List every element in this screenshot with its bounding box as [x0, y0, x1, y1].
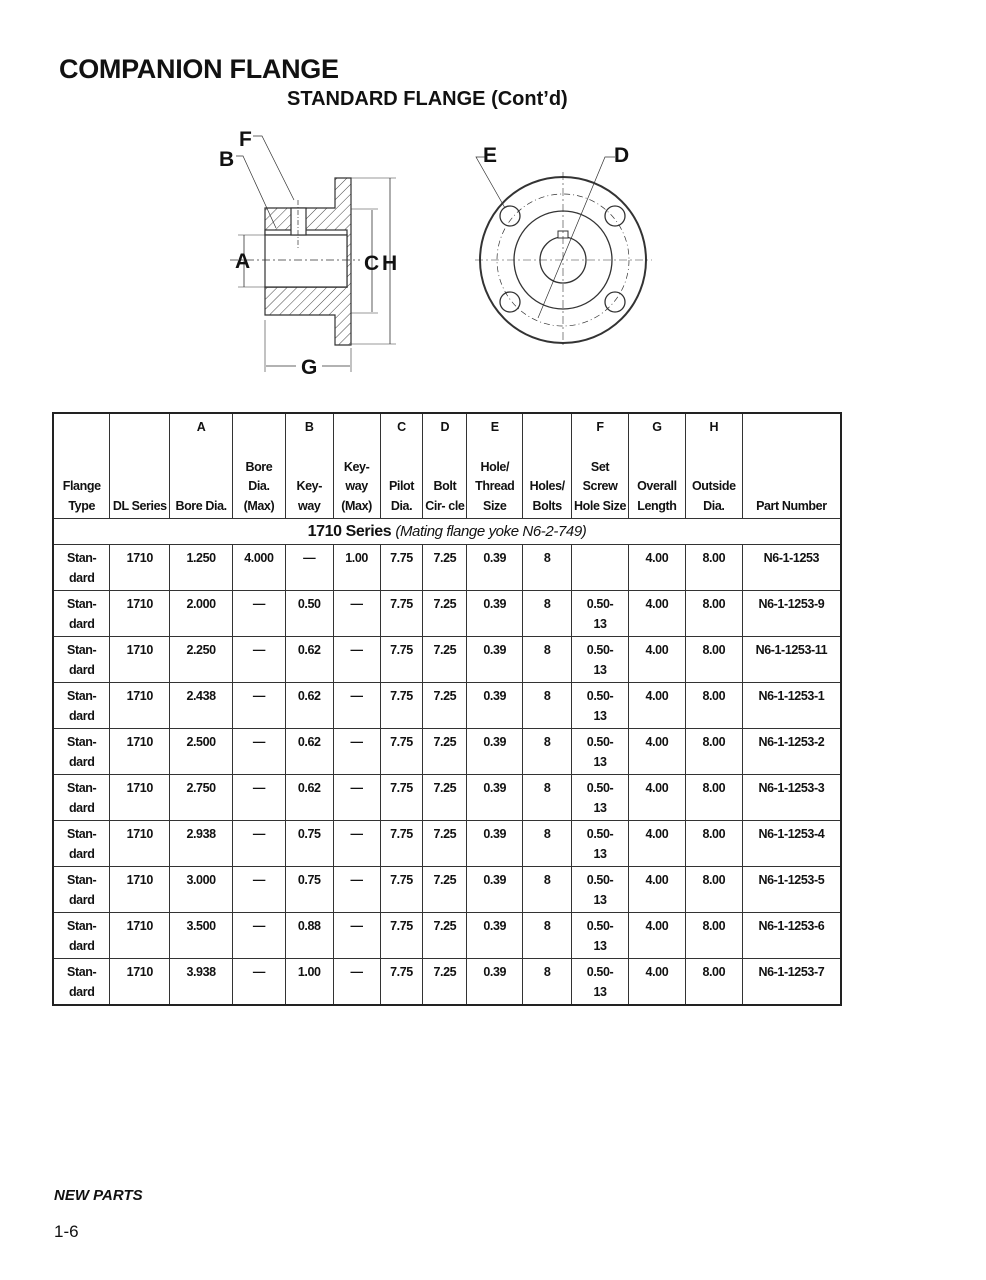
table-cell: 2.938	[170, 821, 233, 867]
table-cell: 8.00	[685, 959, 742, 1006]
table-cell: 7.25	[423, 913, 467, 959]
table-cell: 0.50- 13	[572, 729, 629, 775]
table-cell: —	[333, 913, 380, 959]
column-dimension-letter: A	[196, 420, 206, 434]
table-cell: 7.75	[380, 775, 423, 821]
table-cell: 7.25	[423, 637, 467, 683]
table-cell: 8	[523, 913, 572, 959]
table-cell: N6-1-1253-1	[742, 683, 841, 729]
label-f: F	[239, 128, 252, 151]
table-cell: 4.00	[628, 867, 685, 913]
table-cell: —	[333, 775, 380, 821]
table-cell: 8.00	[685, 637, 742, 683]
table-cell: 0.50- 13	[572, 637, 629, 683]
table-cell: 1710	[110, 637, 170, 683]
table-cell: 7.75	[380, 821, 423, 867]
table-cell: 1710	[110, 913, 170, 959]
table-cell: 3.500	[170, 913, 233, 959]
table-cell: 8	[523, 637, 572, 683]
table-cell: Stan- dard	[53, 729, 110, 775]
table-cell: —	[333, 729, 380, 775]
table-cell: 8	[523, 591, 572, 637]
front-view	[475, 157, 652, 348]
column-dimension-letter: B	[304, 420, 314, 434]
column-label: Hole/ Thread Size	[475, 459, 515, 513]
column-dimension-letter	[234, 418, 284, 438]
table-cell: —	[232, 775, 285, 821]
column-label: Overall Length	[637, 479, 677, 513]
table-cell: 8.00	[685, 545, 742, 591]
table-cell: 7.25	[423, 545, 467, 591]
table-cell: 8	[523, 545, 572, 591]
column-dimension-letter: H	[709, 420, 719, 434]
footer-label: NEW PARTS	[54, 1187, 143, 1204]
table-cell: —	[333, 821, 380, 867]
column-dimension-letter: G	[652, 420, 662, 434]
column-label: Bore Dia.	[175, 498, 227, 513]
table-cell: N6-1-1253-7	[742, 959, 841, 1006]
table-cell: —	[333, 591, 380, 637]
table-cell: —	[333, 637, 380, 683]
table-cell: 7.75	[380, 545, 423, 591]
table-cell: N6-1-1253-6	[742, 913, 841, 959]
table-cell: —	[232, 637, 285, 683]
table-cell: 0.50- 13	[572, 775, 629, 821]
table-cell: 7.75	[380, 637, 423, 683]
table-cell: N6-1-1253-11	[742, 637, 841, 683]
table-cell: 1710	[110, 867, 170, 913]
column-dimension-letter	[335, 418, 379, 438]
table-cell: 4.00	[628, 683, 685, 729]
table-cell: 7.75	[380, 591, 423, 637]
table-cell: N6-1-1253-2	[742, 729, 841, 775]
column-dimension-letter	[524, 418, 570, 438]
table-cell: 2.500	[170, 729, 233, 775]
table-cell: 1.00	[285, 959, 333, 1006]
table-cell: 0.50- 13	[572, 821, 629, 867]
table-cell: 8	[523, 683, 572, 729]
table-cell: Stan- dard	[53, 545, 110, 591]
column-header	[110, 413, 170, 519]
table-cell: N6-1-1253-4	[742, 821, 841, 867]
table-cell: 0.75	[285, 821, 333, 867]
table-row	[53, 775, 841, 821]
table-cell: 1710	[110, 591, 170, 637]
table-cell: 7.25	[423, 867, 467, 913]
table-cell: —	[232, 729, 285, 775]
table-row	[53, 867, 841, 913]
table-cell: 8.00	[685, 913, 742, 959]
column-label: Outside Dia.	[691, 479, 736, 513]
table-row	[53, 959, 841, 1006]
table-cell: 0.50- 13	[572, 867, 629, 913]
table-cell: 0.39	[467, 683, 523, 729]
table-cell: —	[232, 821, 285, 867]
table-cell: 0.62	[285, 775, 333, 821]
table-cell: 2.250	[170, 637, 233, 683]
table-cell: Stan- dard	[53, 683, 110, 729]
table-cell: —	[232, 683, 285, 729]
table-cell: Stan- dard	[53, 913, 110, 959]
series-note: (Mating flange yoke N6-2-749)	[395, 523, 587, 540]
table-cell: 8	[523, 775, 572, 821]
column-header	[467, 413, 523, 519]
table-cell: 1710	[110, 775, 170, 821]
table-cell: 1710	[110, 959, 170, 1006]
table-cell: 1710	[110, 545, 170, 591]
table-cell: 0.62	[285, 637, 333, 683]
table-row	[53, 729, 841, 775]
table-cell: 8.00	[685, 821, 742, 867]
column-header	[523, 413, 572, 519]
column-dimension-letter: F	[596, 420, 604, 434]
column-dimension-letter: C	[397, 420, 406, 434]
column-header	[572, 413, 629, 519]
table-cell: Stan- dard	[53, 637, 110, 683]
column-header	[285, 413, 333, 519]
table-cell: 0.39	[467, 775, 523, 821]
column-header	[170, 413, 233, 519]
table-cell: 8.00	[685, 867, 742, 913]
column-header	[380, 413, 423, 519]
column-label: Bolt Cir- cle	[425, 479, 465, 513]
table-cell: 7.75	[380, 683, 423, 729]
label-b: B	[219, 148, 235, 171]
column-label: Set Screw Hole Size	[574, 459, 627, 513]
table-row	[53, 545, 841, 591]
table-cell: 8.00	[685, 775, 742, 821]
label-e: E	[483, 144, 498, 167]
column-label: Bore Dia. (Max)	[243, 459, 275, 513]
series-title: 1710 Series	[307, 523, 392, 540]
table-cell: —	[232, 591, 285, 637]
table-cell: 4.00	[628, 821, 685, 867]
table-cell: —	[232, 959, 285, 1006]
table-cell: —	[333, 867, 380, 913]
table-cell: 3.938	[170, 959, 233, 1006]
table-cell: 0.88	[285, 913, 333, 959]
table-cell: 0.39	[467, 821, 523, 867]
table-cell: 7.75	[380, 913, 423, 959]
column-dimension-letter	[744, 418, 839, 438]
table-cell: N6-1-1253-3	[742, 775, 841, 821]
table-cell: 4.00	[628, 775, 685, 821]
table-cell: —	[232, 913, 285, 959]
table-cell: 2.750	[170, 775, 233, 821]
table-cell: 0.39	[467, 913, 523, 959]
table-cell: 2.000	[170, 591, 233, 637]
table-row	[53, 683, 841, 729]
table-cell: 8	[523, 729, 572, 775]
table-cell: —	[285, 545, 333, 591]
column-label: Key- way	[296, 479, 322, 513]
column-label: Key- way (Max)	[341, 459, 372, 513]
column-dimension-letter: D	[440, 420, 450, 434]
table-cell: 0.50	[285, 591, 333, 637]
table-row	[53, 591, 841, 637]
table-cell: 0.50- 13	[572, 683, 629, 729]
label-a: A	[235, 250, 251, 273]
flange-diagram	[0, 0, 986, 400]
table-cell: Stan- dard	[53, 959, 110, 1006]
page-subtitle: STANDARD FLANGE (Cont’d)	[287, 88, 568, 110]
table-cell: 8	[523, 821, 572, 867]
table-cell: 4.00	[628, 637, 685, 683]
table-cell: 0.39	[467, 729, 523, 775]
column-label: Part Number	[756, 498, 827, 513]
series-heading	[53, 519, 841, 545]
table-cell: 4.00	[628, 913, 685, 959]
table-row	[53, 637, 841, 683]
table-cell: Stan- dard	[53, 775, 110, 821]
table-cell: 0.39	[467, 867, 523, 913]
column-header	[53, 413, 110, 519]
table-cell: 8	[523, 867, 572, 913]
label-d: D	[614, 144, 630, 167]
column-label: Holes/ Bolts	[529, 479, 565, 513]
table-cell: 0.39	[467, 545, 523, 591]
table-cell: 7.25	[423, 959, 467, 1006]
column-header	[628, 413, 685, 519]
table-cell: Stan- dard	[53, 821, 110, 867]
column-header	[333, 413, 380, 519]
table-cell: 0.39	[467, 637, 523, 683]
table-cell: 4.00	[628, 591, 685, 637]
header-row	[53, 413, 841, 519]
table-cell: 7.25	[423, 591, 467, 637]
table-cell: 8.00	[685, 591, 742, 637]
table-cell: 8.00	[685, 729, 742, 775]
column-label: Flange Type	[62, 479, 101, 513]
table-cell: —	[333, 683, 380, 729]
table-cell: 7.25	[423, 729, 467, 775]
column-dimension-letter	[55, 418, 108, 438]
column-header	[742, 413, 841, 519]
table-cell: 1.250	[170, 545, 233, 591]
table-cell: 2.438	[170, 683, 233, 729]
table-cell: —	[232, 867, 285, 913]
column-dimension-letter: E	[490, 420, 499, 434]
column-dimension-letter	[111, 418, 168, 438]
table-cell: 7.75	[380, 959, 423, 1006]
table-cell: 1710	[110, 821, 170, 867]
table-cell: 3.000	[170, 867, 233, 913]
table-cell: 4.000	[232, 545, 285, 591]
flange-spec-table	[52, 412, 842, 1006]
label-g: G	[301, 356, 318, 379]
page-title: COMPANION FLANGE	[59, 54, 339, 84]
table-cell: 0.62	[285, 729, 333, 775]
table-cell: 0.50- 13	[572, 591, 629, 637]
table-cell: Stan- dard	[53, 867, 110, 913]
column-header	[685, 413, 742, 519]
table-cell: 0.75	[285, 867, 333, 913]
table-cell: —	[333, 959, 380, 1006]
table-cell: 0.62	[285, 683, 333, 729]
table-cell: 0.39	[467, 591, 523, 637]
table-cell: 1710	[110, 683, 170, 729]
table-cell: 7.25	[423, 683, 467, 729]
table-cell: 1.00	[333, 545, 380, 591]
label-h: H	[382, 252, 398, 275]
table-row	[53, 821, 841, 867]
table-cell: 0.50- 13	[572, 959, 629, 1006]
table-cell: 1710	[110, 729, 170, 775]
series-row	[53, 519, 841, 545]
table-cell: N6-1-1253-5	[742, 867, 841, 913]
table-cell: 7.25	[423, 821, 467, 867]
column-label: Pilot Dia.	[388, 479, 415, 513]
table-cell: 4.00	[628, 545, 685, 591]
table-cell: N6-1-1253-9	[742, 591, 841, 637]
table-cell: 4.00	[628, 959, 685, 1006]
table-cell: N6-1-1253	[742, 545, 841, 591]
table-cell: 7.75	[380, 729, 423, 775]
table-cell	[572, 545, 629, 591]
column-label: DL Series	[112, 498, 167, 513]
column-header	[232, 413, 285, 519]
table-cell: 0.50- 13	[572, 913, 629, 959]
column-header	[423, 413, 467, 519]
table-cell: 8	[523, 959, 572, 1006]
table-cell: 7.25	[423, 775, 467, 821]
table-cell: 4.00	[628, 729, 685, 775]
table-cell: Stan- dard	[53, 591, 110, 637]
table-row	[53, 913, 841, 959]
label-c: C	[364, 252, 380, 275]
page-number: 1-6	[54, 1222, 79, 1241]
table-cell: 0.39	[467, 959, 523, 1006]
table-cell: 8.00	[685, 683, 742, 729]
table-cell: 7.75	[380, 867, 423, 913]
